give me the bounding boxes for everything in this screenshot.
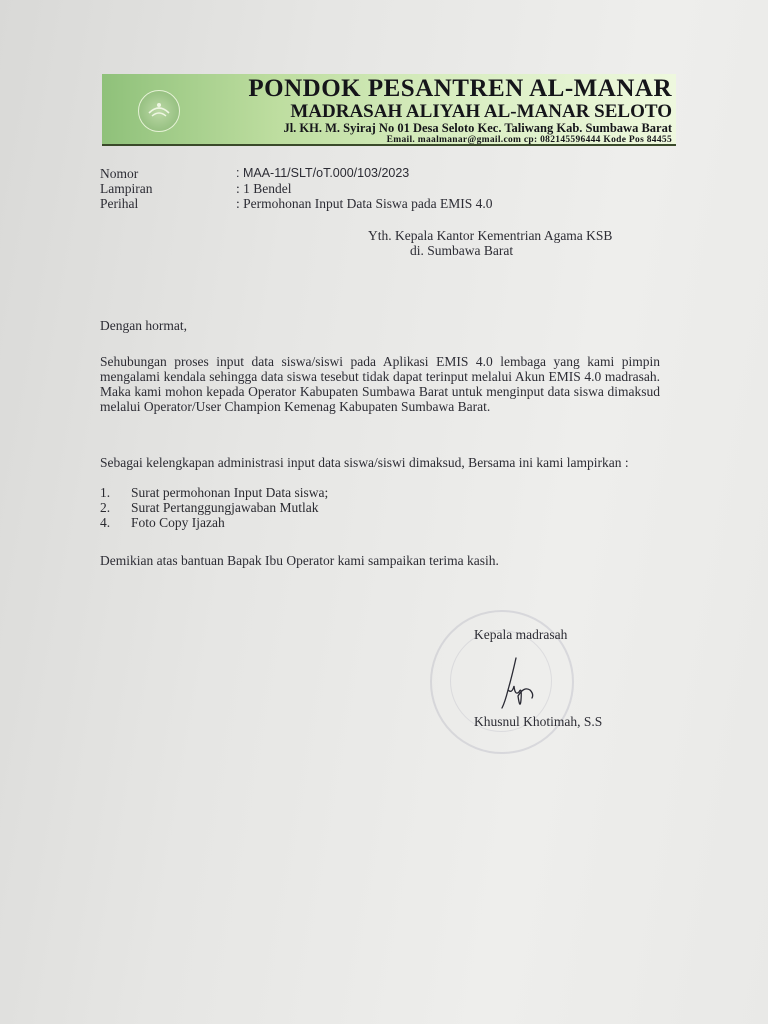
nomor-label: Nomor — [100, 166, 139, 181]
attachment-item: Surat Pertanggungjawaban Mutlak — [131, 500, 319, 515]
greeting: Dengan hormat, — [100, 318, 187, 333]
school-contact: Email. maalmanar@gmail.com cp: 082145596444 Kode Pos 84455 — [386, 135, 672, 145]
recipient-line: Yth. Kepala Kantor Kementrian Agama KSB — [368, 228, 613, 243]
school-logo-icon — [138, 90, 180, 132]
body-paragraph-1: Sehubungan proses input data siswa/siswi pada Aplikasi EMIS 4.0 lembaga yang kami pimpin mengalami kendala sehingga data siswa tesebut tidak dapat terinput melalui Akun EMIS 4.0 madrasah. Maka kami mohon kepada Operator Kabupaten Sumbawa Barat untuk menginput data siswa dimaksud melalui Operator/User Champion Kemenag Kabupaten Sumbawa Barat. — [100, 354, 660, 414]
attachment-item: Surat permohonan Input Data siswa; — [131, 485, 329, 500]
attachment-number: 2. — [100, 500, 111, 515]
attachment-number: 4. — [100, 515, 111, 530]
recipient-location: di. Sumbawa Barat — [410, 243, 514, 258]
lampiran-label: Lampiran — [100, 181, 153, 196]
body-paragraph-2: Sebagai kelengkapan administrasi input data siswa/siswi dimaksud, Bersama ini kami lampirkan : — [100, 455, 629, 470]
handwritten-signature — [498, 656, 548, 712]
attachment-number: 1. — [100, 485, 111, 500]
school-address: Jl. KH. M. Syiraj No 01 Desa Seloto Kec. Taliwang Kab. Sumbawa Barat — [283, 121, 672, 135]
signatory-name: Khusnul Khotimah, S.S — [474, 714, 603, 729]
signatory-title: Kepala madrasah — [474, 627, 568, 642]
perihal-value: : Permohonan Input Data Siswa pada EMIS 4.0 — [236, 196, 493, 211]
attachment-item: Foto Copy Ijazah — [131, 515, 225, 530]
closing-sentence: Demikian atas bantuan Bapak Ibu Operator kami sampaikan terima kasih. — [100, 553, 499, 568]
institution-name: PONDOK PESANTREN AL-MANAR — [248, 75, 672, 102]
nomor-value: : MAA-11/SLT/oT.000/103/2023 — [236, 166, 410, 180]
lampiran-value: : 1 Bendel — [236, 181, 292, 196]
perihal-label: Perihal — [100, 196, 139, 211]
letterhead — [102, 74, 676, 146]
school-name: MADRASAH ALIYAH AL-MANAR SELOTO — [290, 101, 672, 122]
